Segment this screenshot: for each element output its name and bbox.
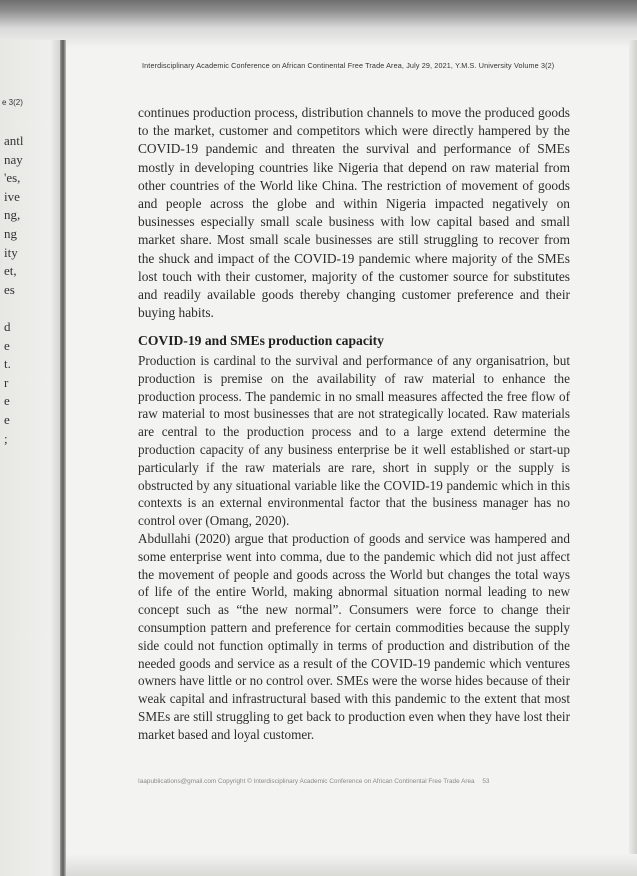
left-fragment-line: ng (4, 225, 17, 241)
left-fragment-line: ; (4, 430, 8, 446)
left-fragment-line: et, (4, 263, 17, 279)
left-page-header-fragment: e 3(2) (2, 98, 23, 107)
left-fragment-line: e (4, 337, 10, 353)
left-fragment-line: ity (4, 244, 18, 260)
left-facing-page (0, 40, 66, 876)
left-fragment-line: d (4, 318, 11, 334)
left-fragment-line: e (4, 393, 10, 409)
body-text (138, 104, 570, 322)
footer-text: Iaapublications@gmail.com Copyright © Interdisciplinary Academic Conference on African Continental Free Trade Area (138, 778, 475, 785)
section-paragraph-2: Abdullahi (2020) argue that production of goods and service was hampered and some enterprise went into comma, due to the pandemic which did not just affect the movement of people and goods across the World but changes the total ways of life of the entire World, making abnormal situation normal leading to new concept such as “the new normal”. Consumers were force to change their consumption pattern and preference for certain commodities because the supply side could not function optimally in terms of production and distribution of the needed goods and service as a result of the COVID-19 pandemic which ventures owners have little or no control over. SMEs were the worse hides because of their weak capital and infrastructural based with this pandemic to the extent that most SMEs are still struggling to get back to production even when they have lost their market based and loyal customer. (138, 530, 570, 742)
left-fragment-line: es (4, 281, 15, 297)
left-fragment-line: antl (4, 133, 24, 148)
left-fragment-line: 'es, (4, 170, 21, 186)
left-fragment-line (4, 299, 44, 318)
section-heading: COVID-19 and SMEs production capacity (138, 333, 384, 348)
page-number: 53 (482, 778, 490, 785)
section-paragraph-1: Production is cardinal to the survival and performance of any organisatrion, but production is premise on the availability of raw material to enhance the production process. The pandemic in no small measures affected the free flow of raw material to most businesses that are not strategically located. Raw materials are central to the production process and to a large extend determine the production capacity of any business enterprise be it well established or start-up particularly if the raw materials are rare, short in supply or the supply is obstructed by any situational variable like the COVID-19 pandemic which in this contexts is an external environmental factor that the business manager has no control over (Omang, 2020). (138, 353, 570, 529)
left-fragment-line: ng, (4, 207, 21, 223)
running-header: Interdisciplinary Academic Conference on African Continental Free Trade Area, July 29, 2021, Y.M.S. University Volume 3(2) (142, 61, 555, 70)
left-fragment-line: t. (4, 356, 11, 372)
left-fragment-line: nay (4, 151, 23, 167)
left-fragment-line: e (4, 411, 10, 427)
left-fragment-line: ive (4, 188, 20, 204)
page-right-edge (629, 40, 637, 876)
document-page (72, 40, 628, 852)
page-footer (138, 778, 568, 785)
book-fold-shadow (60, 40, 66, 876)
intro-paragraph: continues production process, distribution channels to move the produced goods to the market, customer and competitors which were directly hampered by the COVID-19 pandemic and threaten the survival and performance of SMEs mostly in developing countries like Nigeria that depend on raw material from other countries of the World like China. The restriction of movement of goods and people across the globe and within Nigeria impacted negatively on businesses especially small scale business with low capital based and small market share. Most small scale businesses are still struggling to recover from the shuck and impact of the COVID-19 pandemic where majority of the SMEs lost touch with their customer, majority of the customer source for substitutes and readily available goods thereby changing customer preference and their buying habits. (138, 105, 570, 321)
left-fragment-line: r (4, 374, 9, 390)
left-page-text-fragments (4, 132, 44, 448)
section-body (138, 352, 570, 744)
page-bottom-edge (66, 854, 637, 876)
